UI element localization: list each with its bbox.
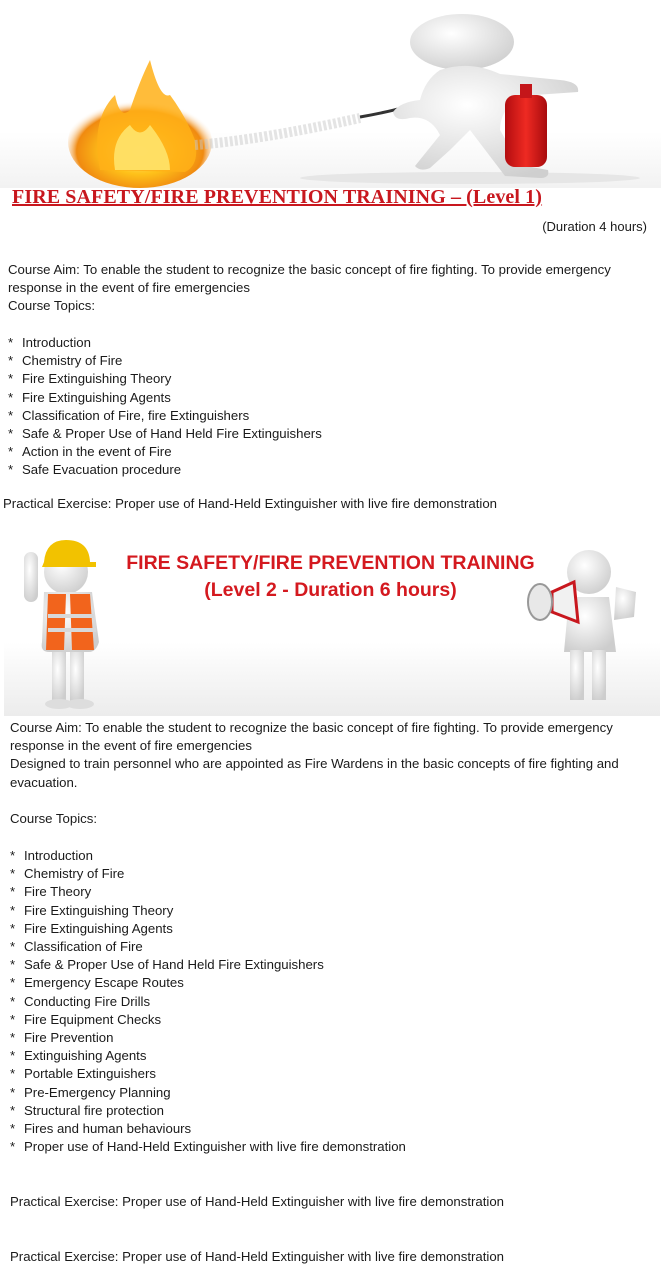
list-item: * Fire Theory (10, 884, 92, 900)
level2-topics-heading: Course Topics: (10, 811, 97, 826)
list-item: * Fire Prevention (10, 1030, 114, 1046)
list-item: * Fires and human behaviours (10, 1121, 192, 1137)
list-item: * Introduction (10, 848, 93, 863)
list-item: * Safe Evacuation procedure (8, 462, 182, 478)
list-item: * Action in the event of Fire (8, 444, 172, 460)
level2-practical-exercise-1: Practical Exercise: Proper use of Hand-Held Extinguisher with live fire demonstration (10, 1194, 505, 1209)
level1-title: FIRE SAFETY/FIRE PREVENTION TRAINING – (Level 1) (12, 186, 543, 208)
level2-designed-for: Designed to train personnel who are appointed as Fire Wardens in the basic concepts of fire fighting and (10, 756, 619, 772)
list-item: * Introduction (8, 335, 91, 350)
list-item: * Structural fire protection (10, 1102, 164, 1118)
list-item: * Fire Extinguishing Agents (8, 389, 171, 405)
list-item: * Classification of Fire (10, 939, 143, 955)
list-item: * Portable Extinguishers (10, 1066, 156, 1082)
list-item: * Fire Equipment Checks (10, 1011, 162, 1027)
level2-practical-exercise-2: Practical Exercise: Proper use of Hand-Held Extinguisher with live fire demonstration (10, 1249, 505, 1264)
list-item: * Pre-Emergency Planning (10, 1084, 171, 1100)
list-item: * Proper use of Hand-Held Extinguisher with live fire demonstration (10, 1139, 406, 1155)
level2-course-aim: Course Aim: To enable the student to recognize the basic concept of fire fighting. To provide emergency response in the event of fire emergencies Designed to train personnel who are appointed as Fire Wardens in the basic concepts of fire fighting and evacuation. (10, 719, 660, 792)
level2-title: FIRE SAFETY/FIRE PREVENTION TRAINING (Level 2 - Duration 6 hours) (126, 552, 535, 601)
list-item: * Conducting Fire Drills (10, 993, 151, 1009)
hero-image-fire-extinguisher (0, 0, 661, 188)
list-item: * Fire Extinguishing Theory (10, 902, 174, 918)
level1-course-aim: Course Aim: To enable the student to recognize the basic concept of fire fighting. To provide emergency response in the event of fire emergencies Course Topics: (8, 261, 658, 316)
level1-duration: (Duration 4 hours) (542, 219, 647, 234)
list-item: * Chemistry of Fire (10, 866, 125, 882)
list-item: * Safe & Proper Use of Hand Held Fire Extinguishers (10, 957, 324, 973)
list-item: * Classification of Fire, fire Extinguishers (8, 407, 250, 423)
list-item: * Extinguishing Agents (10, 1048, 147, 1064)
fire-extinguisher-illustration-icon (0, 0, 661, 188)
list-item: * Fire Extinguishing Theory (8, 371, 172, 387)
level1-practical-exercise: Practical Exercise: Proper use of Hand-Held Extinguisher with live fire demonstration (3, 496, 498, 511)
level1-topics-heading: Course Topics: (8, 298, 95, 314)
list-item: * Safe & Proper Use of Hand Held Fire Extinguishers (8, 426, 322, 442)
level2-topics-list (10, 847, 406, 1156)
level1-topics-list (8, 334, 322, 480)
list-item: * Chemistry of Fire (8, 353, 123, 369)
list-item: * Fire Extinguishing Agents (10, 920, 173, 936)
list-item: * Emergency Escape Routes (10, 975, 184, 991)
